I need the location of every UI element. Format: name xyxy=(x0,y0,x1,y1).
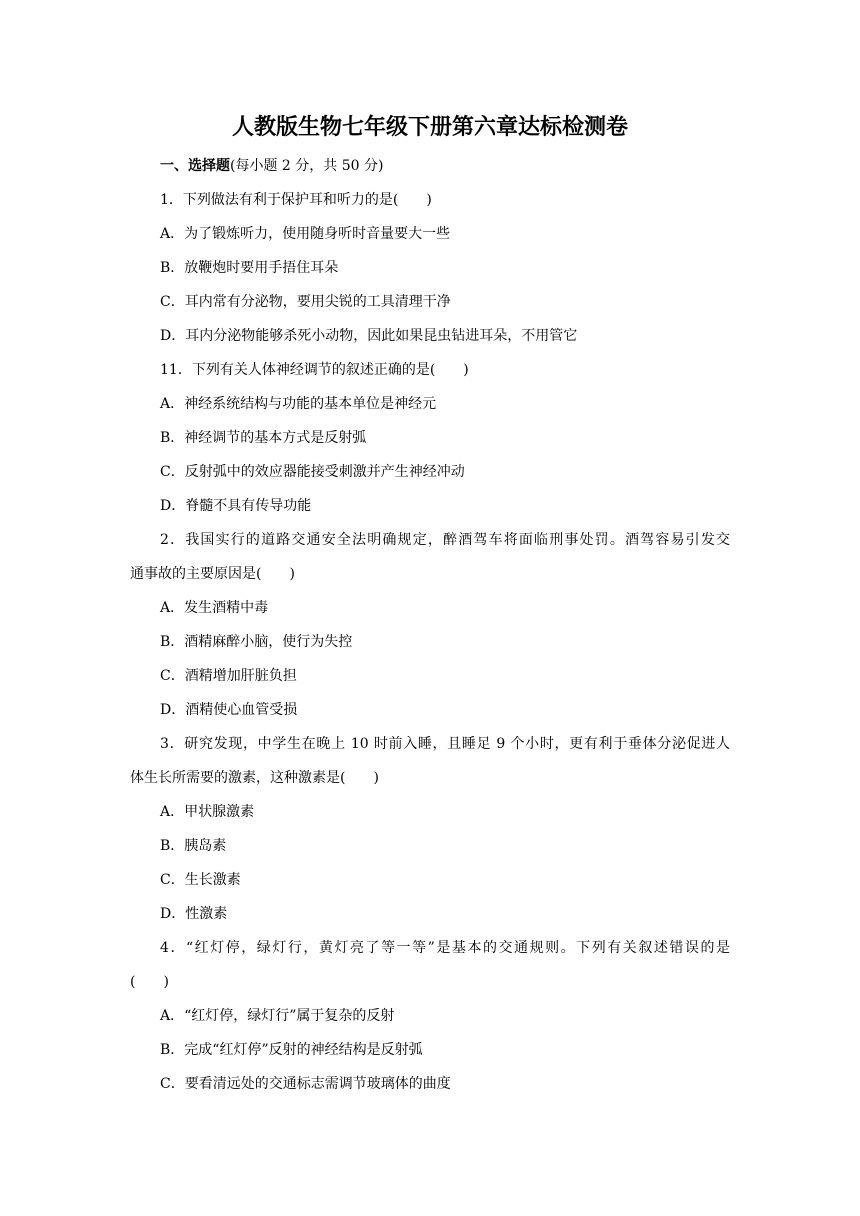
section-score-note: (每小题 2 分，共 50 分) xyxy=(230,158,384,174)
answer-bracket-close: ) xyxy=(426,192,432,208)
option-d: D．脊髓不具有传导功能 xyxy=(160,498,312,514)
question-stem-line1: 3．研究发现，中学生在晚上 10 时前入睡，且睡足 9 个小时，更有利于垂体分泌促进人 xyxy=(160,736,730,752)
answer-bracket-close: ) xyxy=(463,362,469,378)
document-title: 人教版生物七年级下册第六章达标检测卷 xyxy=(231,115,628,140)
question-stem-text: 通事故的主要原因是( xyxy=(130,566,262,582)
option-a: A．甲状腺激素 xyxy=(160,804,255,820)
option-c: C．酒精增加肝脏负担 xyxy=(160,668,297,684)
option-b: B．神经调节的基本方式是反射弧 xyxy=(160,430,367,446)
question-stem-text: 1．下列做法有利于保护耳和听力的是( xyxy=(160,192,399,208)
question-stem-text: 体生长所需要的激素，这种激素是( xyxy=(130,770,346,786)
option-b: B．酒精麻醉小脑，使行为失控 xyxy=(160,634,353,650)
question-stem-line1: 2．我国实行的道路交通安全法明确规定，醉酒驾车将面临刑事处罚。酒驾容易引发交 xyxy=(160,532,730,548)
option-b: B．放鞭炮时要用手捂住耳朵 xyxy=(160,260,339,276)
question-stem-line1: 4．“红灯停，绿灯行，黄灯亮了等一等”是基本的交通规则。下列有关叙述错误的是 xyxy=(160,940,730,956)
answer-bracket-open: ( xyxy=(130,974,136,990)
question-stem-line2 xyxy=(130,768,379,788)
option-c: C．生长激素 xyxy=(160,872,241,888)
answer-bracket-close: ) xyxy=(373,770,379,786)
answer-bracket-close: ) xyxy=(289,566,295,582)
option-a: A．发生酒精中毒 xyxy=(160,600,269,616)
question-stem-line2 xyxy=(130,972,169,992)
option-d: D．酒精使心血管受损 xyxy=(160,702,298,718)
option-d: D．耳内分泌物能够杀死小动物，因此如果昆虫钻进耳朵，不用管它 xyxy=(160,328,578,344)
option-a: A．“红灯停，绿灯行”属于复杂的反射 xyxy=(160,1008,395,1024)
option-c: C．反射弧中的效应器能接受刺激并产生神经冲动 xyxy=(160,464,465,480)
question-stem-text: 11．下列有关人体神经调节的叙述正确的是( xyxy=(160,362,436,378)
option-c: C．要看清远处的交通标志需调节玻璃体的曲度 xyxy=(160,1076,451,1092)
option-a: A．为了锻炼听力，使用随身听时音量要大一些 xyxy=(160,226,451,242)
section-label: 一、选择题 xyxy=(160,158,230,174)
option-b: B．完成“红灯停”反射的神经结构是反射弧 xyxy=(160,1042,423,1058)
answer-bracket-close: ) xyxy=(163,974,169,990)
section-heading xyxy=(160,156,383,176)
question-stem xyxy=(160,190,432,210)
option-b: B．胰岛素 xyxy=(160,838,227,854)
option-d: D．性激素 xyxy=(160,906,228,922)
option-a: A．神经系统结构与功能的基本单位是神经元 xyxy=(160,396,437,412)
question-stem xyxy=(160,360,469,380)
question-stem-line2 xyxy=(130,564,295,584)
option-c: C．耳内常有分泌物，要用尖锐的工具清理干净 xyxy=(160,294,451,310)
